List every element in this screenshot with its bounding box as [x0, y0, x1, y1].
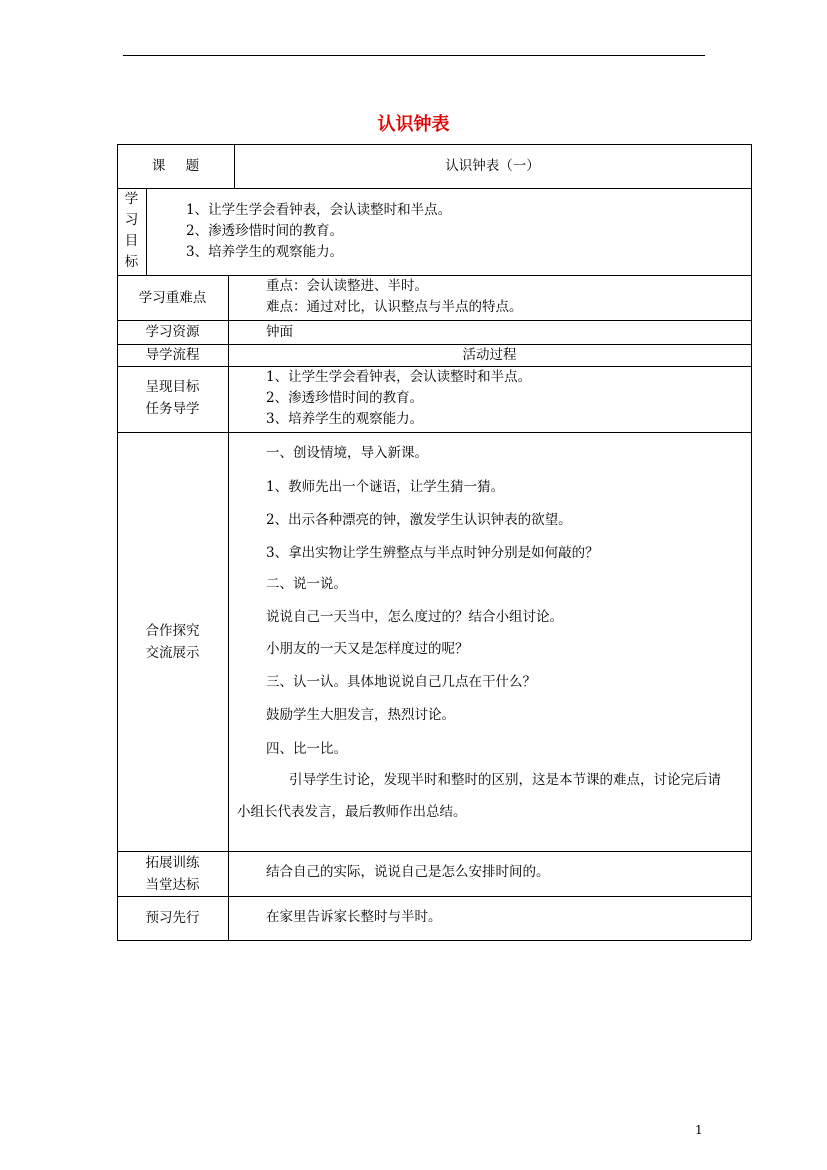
activity-line: 2、出示各种漂亮的钟，激发学生认识钟表的欲望。: [266, 512, 572, 528]
activity-line: 鼓励学生大胆发言，热烈讨论。: [266, 707, 455, 723]
objective-item: 2、渗透珍惜时间的教育。: [186, 223, 344, 239]
activity-line: 1、教师先出一个谜语，让学生猜一猜。: [266, 479, 505, 495]
objectives-label-char: 学: [124, 191, 139, 207]
objectives-label: [117, 189, 146, 273]
preview-value: 在家里告诉家长整时与半时。: [266, 909, 442, 925]
row-divider: [117, 275, 751, 276]
topic-value: 认识钟表（一）: [445, 158, 540, 174]
present-goal-item: 2、渗透珍惜时间的教育。: [266, 390, 424, 406]
table-border-top: [117, 144, 751, 145]
table-border-right: [751, 144, 752, 940]
activity-line: 小朋友的一天又是怎样度过的呢？: [266, 641, 469, 657]
key-points-label: 学习重难点: [138, 290, 207, 306]
present-goal-item: 3、培养学生的观察能力。: [266, 411, 424, 427]
preview-label: 预习先行: [145, 910, 200, 926]
activity-line: 3、拿出实物让学生辨整点与半点时钟分别是如何敲的？: [266, 545, 599, 561]
activity-paragraph-line: 小组长代表发言，最后教师作出总结。: [237, 804, 467, 820]
objectives-label-char: 标: [124, 254, 139, 270]
key-point-item: 难点：通过对比，认识整点与半点的特点。: [266, 299, 523, 315]
table-border-bottom: [117, 940, 751, 941]
activity-line: 三、认一认。具体地说说自己几点在干什么？: [266, 674, 536, 690]
key-point-item: 重点：会认读整进、半时。: [266, 278, 428, 294]
process-label: 导学流程: [145, 347, 200, 363]
label-line: 当堂达标: [145, 877, 200, 893]
present-goals-label: [117, 376, 228, 420]
row-divider: [117, 432, 751, 433]
objectives-label-char: 习: [124, 212, 139, 228]
activity-line: 一、创设情境，导入新课。: [266, 445, 428, 461]
header-rule: [123, 55, 705, 56]
label-line: 交流展示: [145, 645, 200, 661]
label-line: 合作探究: [145, 623, 200, 639]
page-number: 1: [695, 1123, 703, 1137]
row-divider: [117, 188, 751, 189]
label-line: 拓展训练: [145, 855, 200, 871]
label-line: 呈现目标: [145, 379, 200, 395]
extension-label: [117, 852, 228, 896]
activity-line: 二、说一说。: [266, 576, 347, 592]
extension-value: 结合自己的实际，说说自己是怎么安排时间的。: [266, 864, 550, 880]
activity-paragraph-line: 引导学生讨论，发现半时和整时的区别，这是本节课的难点，讨论完后请: [289, 772, 721, 788]
resources-label: 学习资源: [145, 324, 200, 340]
cooperate-label: [117, 620, 228, 664]
activity-line: 四、比一比。: [266, 741, 347, 757]
column-divider: [146, 188, 147, 275]
topic-label: 课 题: [151, 158, 200, 174]
present-goal-item: 1、让学生学会看钟表，会认读整时和半点。: [266, 369, 532, 385]
objective-item: 1、让学生学会看钟表，会认读整时和半点。: [186, 202, 452, 218]
resources-value: 钟面: [266, 324, 293, 340]
row-divider: [117, 896, 751, 897]
label-line: 任务导学: [145, 401, 200, 417]
column-divider: [228, 275, 229, 940]
objectives-label-char: 目: [124, 233, 139, 249]
document-title: 认识钟表: [377, 114, 450, 135]
activity-line: 说说自己一天当中，怎么度过的？结合小组讨论。: [266, 609, 563, 625]
objective-item: 3、培养学生的观察能力。: [186, 244, 344, 260]
process-header-value: 活动过程: [462, 347, 517, 363]
